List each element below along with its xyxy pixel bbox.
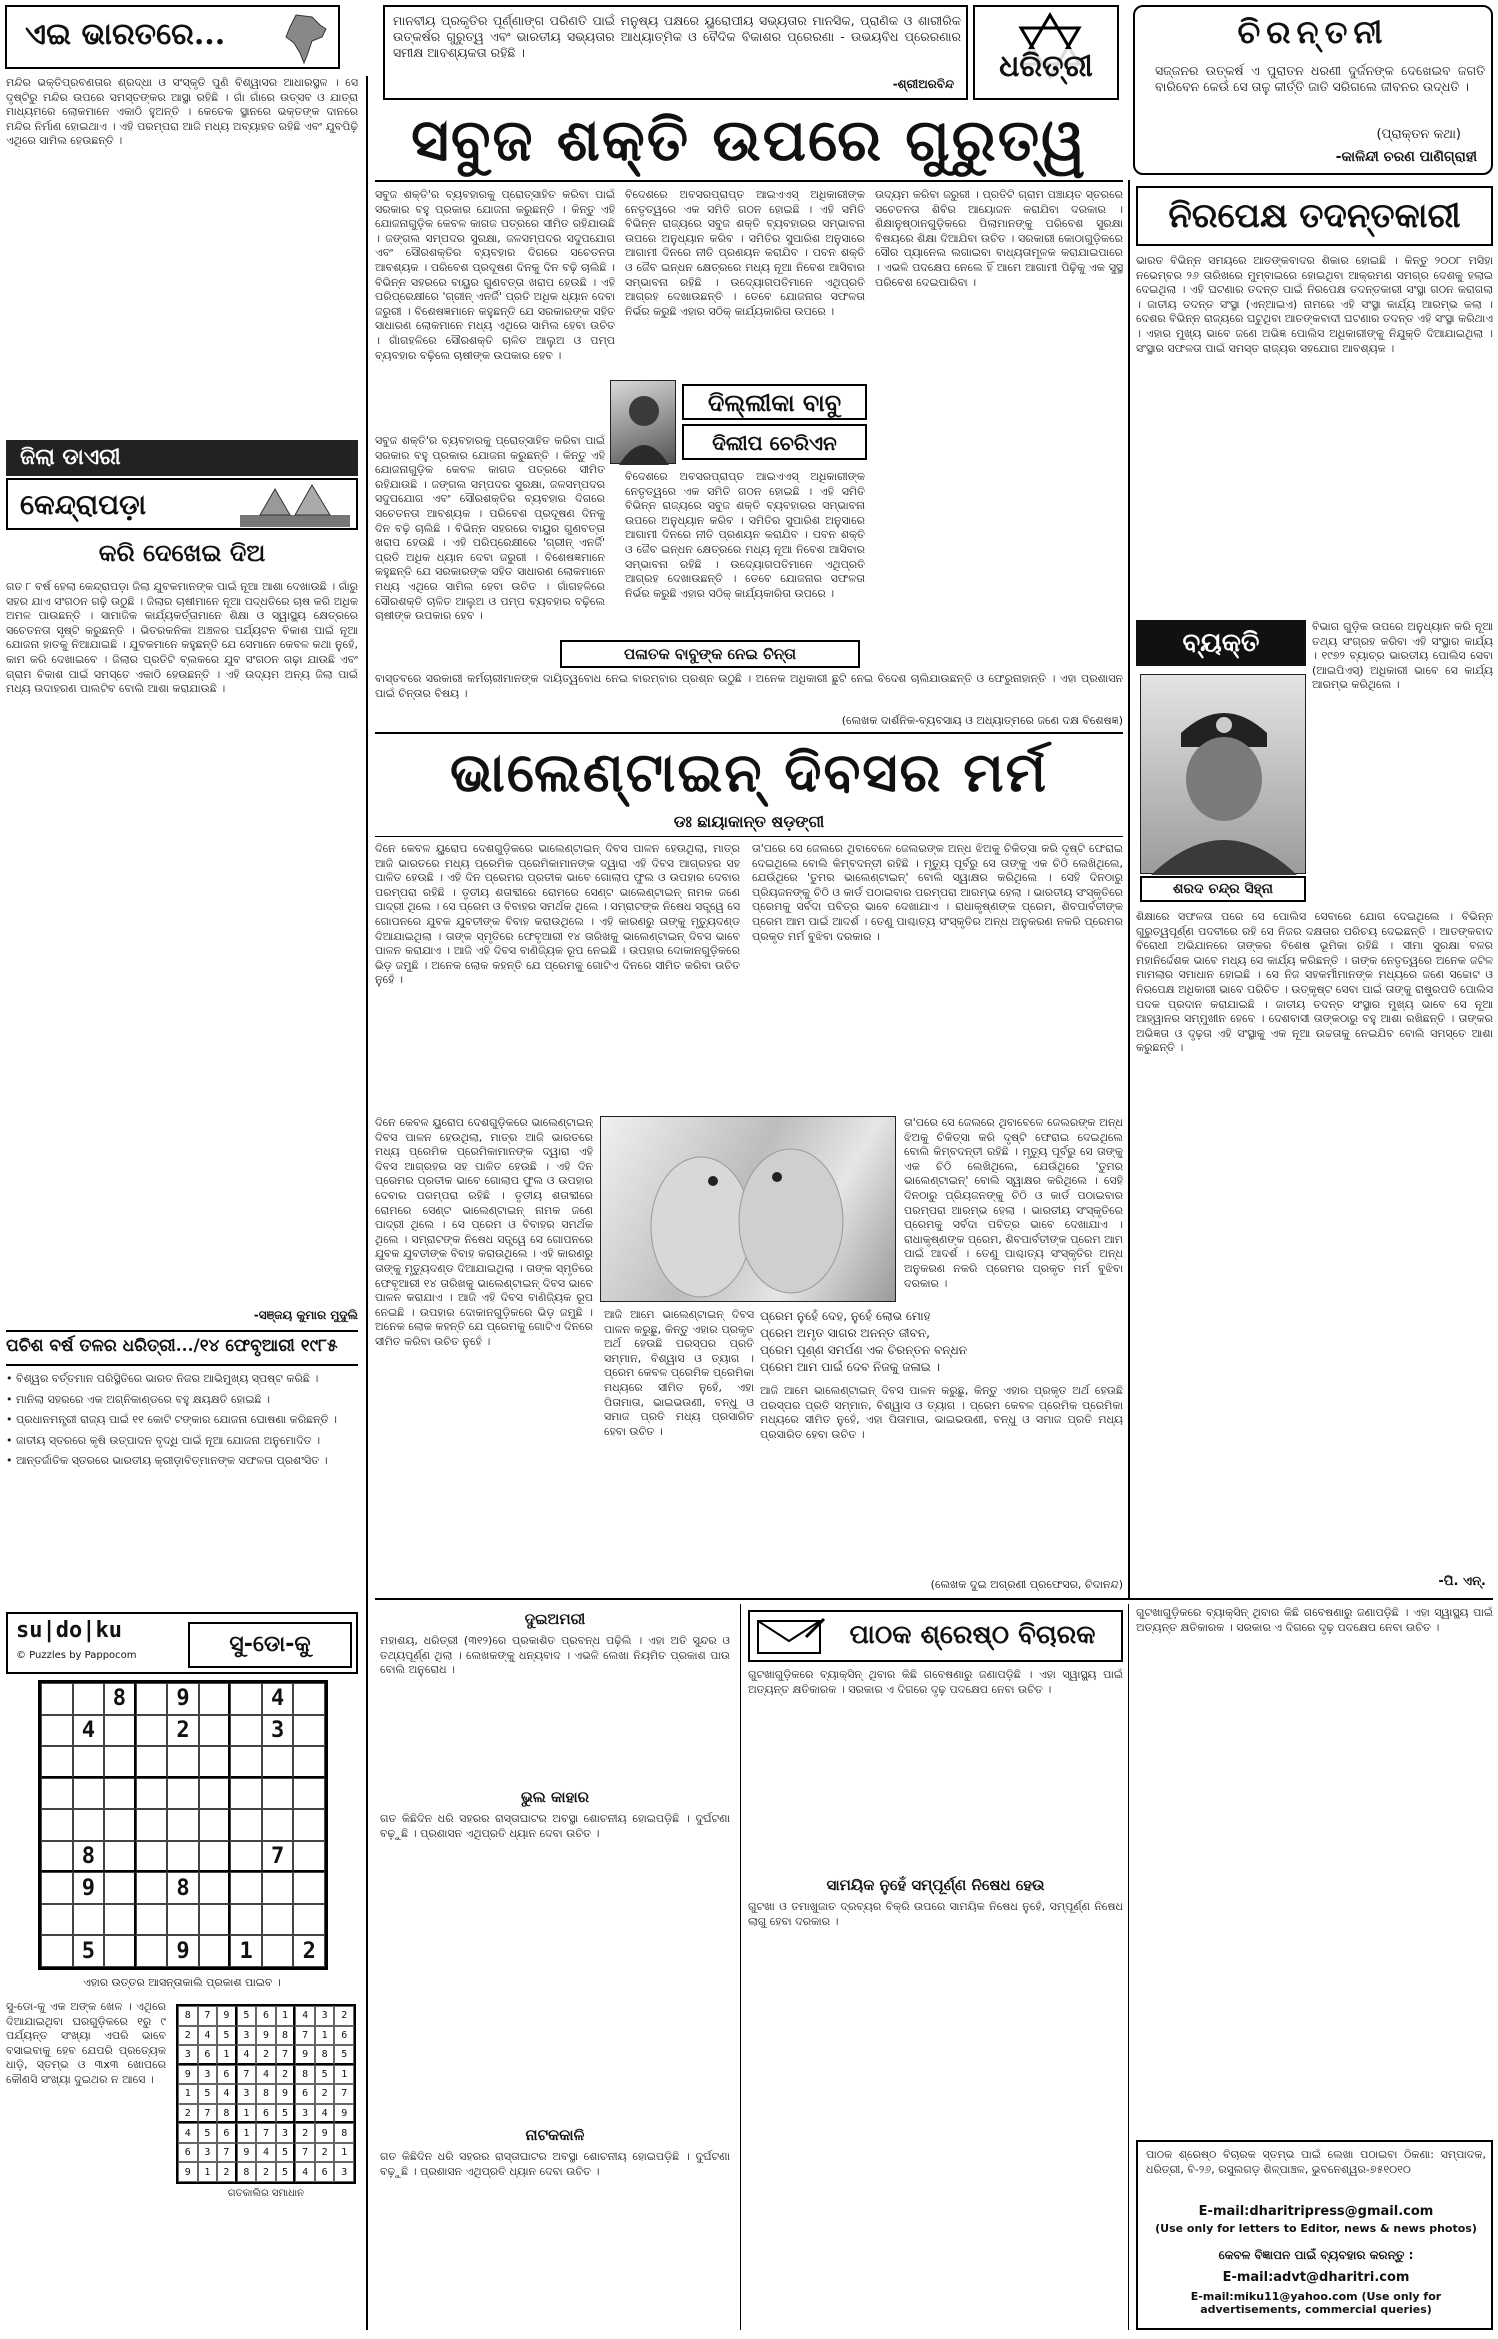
sudoku-solution-cell: 8 (256, 2084, 276, 2104)
sudoku-cell[interactable] (41, 1872, 73, 1904)
sudoku-cell[interactable] (293, 1872, 325, 1904)
sudoku-solution-cell: 4 (217, 2084, 237, 2104)
profile-label: ବ୍ୟକ୍ତି (1182, 628, 1260, 658)
envelope-icon (756, 1617, 826, 1657)
contact-email1-note: (Use only for letters to Editor, news & news photos) (1155, 2222, 1477, 2235)
sudoku-cell[interactable]: 7 (262, 1841, 294, 1873)
chirantani-box (1133, 5, 1493, 175)
author1-sub: ଦିଲୀପ ଚେରିଏନ (712, 431, 837, 455)
history-item: • ଜାତୀୟ ସ୍ତରରେ କୃଷି ଉତ୍ପାଦନ ବୃଦ୍ଧି ପାଇଁ ନୂଆ ଯୋଜନା ଅନୁମୋଦିତ । (6, 1433, 321, 1447)
profile-photo (1140, 674, 1306, 874)
sudoku-cell[interactable]: 9 (73, 1872, 105, 1904)
sudoku-solution-cell: 5 (198, 2084, 218, 2104)
sudoku-cell[interactable] (104, 1841, 136, 1873)
sudoku-solution-cell: 2 (178, 2026, 198, 2046)
sudoku-solution-cell: 6 (178, 2143, 198, 2163)
sudoku-solution-cell: 7 (334, 2084, 354, 2104)
sudoku-solution-cell: 7 (237, 2065, 257, 2085)
sudoku-cell[interactable] (199, 1872, 231, 1904)
sudoku-cell[interactable] (262, 1904, 294, 1936)
letters-sub3: ନାଟକକାଳି (525, 2126, 585, 2144)
history-item: • ପ୍ରଧାନମନ୍ତ୍ରୀ ରାଜ୍ୟ ପାଇଁ ୧୧ କୋଟି ଟଙ୍କାର ଯୋଜନା ଘୋଷଣା କରିଛନ୍ତି । (6, 1413, 337, 1427)
sudoku-solution-cell: 8 (217, 2104, 237, 2124)
sudoku-cell[interactable] (230, 1715, 262, 1747)
headline-green-energy: ସବୁଜ ଶକ୍ତି ଉପରେ ଗୁରୁତ୍ୱ (411, 106, 1087, 174)
contact-box (1136, 2140, 1493, 2330)
sudoku-solution-cell: 1 (217, 2045, 237, 2065)
sudoku-solution-cell: 4 (295, 2162, 315, 2182)
sudoku-solution-cell: 1 (198, 2162, 218, 2182)
sudoku-cell[interactable] (199, 1715, 231, 1747)
left-intro: ମନ୍ଦିର ଭକ୍ତିପ୍ରବଣତାର ଶ୍ରଦ୍ଧା ଓ ସଂସ୍କୃତି ପୁଣି ବିଶ୍ୱାସର ଆଧାରସ୍ଥଳ । ସେ ଦୃଷ୍ଟିରୁ ମନ୍ଦିର ଉପରେ ସମସ୍ତଙ୍କର ଆସ୍ଥା ରହିଛି । ଗାଁ ଗାଁରେ ଉତ୍ସବ ଓ ଯାତ୍ରା ମାଧ୍ୟମରେ ଲୋକମାନେ ଏକାଠି ହୁଅନ୍ତି । କେତେକ ସ୍ଥାନରେ ଭକ୍ତଙ୍କ ଦାନରେ ମନ୍ଦିର ନିର୍ମାଣ ହୋଇଥାଏ । ଏହି ପରମ୍ପରା ଆଜି ମଧ୍ୟ ଅବ୍ୟାହତ ରହିଛି ଏବଂ ଯୁବପିଢ଼ି ଏଥିରେ ସାମିଲ ହେଉଛନ୍ତି । (6, 76, 358, 148)
sudoku-cell[interactable] (230, 1872, 262, 1904)
sudoku-solution-cell: 4 (315, 2104, 335, 2124)
letters-sub1: ଦୁଇଅମରୀ (524, 1610, 586, 1628)
district-label-bar (6, 440, 358, 476)
sudoku-cell[interactable] (262, 1746, 294, 1778)
district-name-box (6, 478, 358, 530)
caption-box (560, 640, 860, 668)
sudoku-solution-cell: 9 (217, 2006, 237, 2026)
district-name: କେନ୍ଦ୍ରାପଡ଼ା (20, 488, 147, 521)
sudoku-solution-cell: 4 (198, 2026, 218, 2046)
article2-col-mid: ଆଜି ଆମେ ଭାଲେଣ୍ଟାଇନ୍ ଦିବସ ପାଳନ କରୁଛୁ, କିନ୍ତୁ ଏହାର ପ୍ରକୃତ ଅର୍ଥ ହେଉଛି ପରସ୍ପର ପ୍ରତି ସମ୍ମାନ, ବିଶ୍ୱାସ ଓ ତ୍ୟାଗ । ପ୍ରେମ କେବଳ ପ୍ରେମିକ ପ୍ରେମିକା ମଧ୍ୟରେ ସୀମିତ ନୁହେଁ, ଏହା ପିତାମାତା, ଭାଇଭଉଣୀ, ବନ୍ଧୁ ଓ ସମାଜ ପ୍ରତି ମଧ୍ୟ ପ୍ରସାରିତ ହେବା ଉଚିତ । (604, 1308, 754, 1438)
sudoku-solution-cell: 6 (256, 2006, 276, 2026)
sudoku-solution-cell: 8 (276, 2026, 296, 2046)
sudoku-solution-cell: 2 (315, 2084, 335, 2104)
sudoku-solution-cell: 1 (334, 2143, 354, 2163)
sudoku-cell[interactable] (104, 1872, 136, 1904)
right-body1: ଭାରତ ବିଭିନ୍ନ ସମୟରେ ଆତଙ୍କବାଦର ଶିକାର ହୋଇଛି । କିନ୍ତୁ ୨୦୦୮ ମସିହା ନଭେମ୍ବର ୨୬ ତାରିଖରେ ମୁମ୍ବାଇରେ ହୋଇଥିବା ଆକ୍ରମଣ ସମଗ୍ର ଦେଶକୁ ହଲାଇ ଦେଇଥିଲା । ଏହି ଘଟଣାର ତଦନ୍ତ ପାଇଁ ନିରପେକ୍ଷ ତଦନ୍ତକାରୀ ସଂସ୍ଥା ଗଠନ କରାଗଲା । ଜାତୀୟ ତଦନ୍ତ ସଂସ୍ଥା (ଏନ୍ଆଇଏ) ନାମରେ ଏହି ସଂସ୍ଥା କାର୍ଯ୍ୟ ଆରମ୍ଭ କଲା । ଦେଶର ବିଭିନ୍ନ ରାଜ୍ୟରେ ଘଟୁଥିବା ଆତଙ୍କବାଦୀ ଘଟଣାର ତଦନ୍ତ ଏହି ସଂସ୍ଥା କରିଥାଏ । ଏହାର ମୁଖ୍ୟ ଭାବେ ଜଣେ ଅଭିଜ୍ଞ ପୋଲିସ ଅଧିକାରୀଙ୍କୁ ନିଯୁକ୍ତି ଦିଆଯାଇଥିଲା । ସଂସ୍ଥାର ସଫଳତା ପାଇଁ ସମସ୍ତ ରାଜ୍ୟର ସହଯୋଗ ଆବଶ୍ୟକ । (1136, 254, 1493, 355)
sudoku-solution-grid (176, 2004, 356, 2184)
sudoku-cell[interactable] (41, 1904, 73, 1936)
profile-name: ଶରଦ ଚନ୍ଦ୍ର ସିହ୍ନା (1172, 881, 1274, 897)
sudoku-solution-cell: 3 (198, 2143, 218, 2163)
sudoku-cell[interactable] (104, 1778, 136, 1810)
sudoku-solution-cell: 7 (295, 2026, 315, 2046)
sudoku-solution-cell: 9 (295, 2045, 315, 2065)
headline-valentine: ଭାଲେଣ୍ଟାଇନ୍ ଦିବସର ମର୍ମ (449, 740, 1049, 804)
sudoku-cell[interactable] (167, 1904, 199, 1936)
sudoku-cell[interactable] (230, 1841, 262, 1873)
quote-box (383, 5, 968, 100)
sudoku-cell[interactable] (293, 1841, 325, 1873)
sudoku-solution-cell: 8 (334, 2123, 354, 2143)
sudoku-grid[interactable] (38, 1680, 328, 1970)
sudoku-solution-cell: 6 (334, 2026, 354, 2046)
sudoku-solution-cell: 6 (315, 2162, 335, 2182)
article1-col2: ବିଦେଶରେ ଅବସରପ୍ରାପ୍ତ ଆଇଏଏସ୍ ଅଧିକାରୀଙ୍କ ନେତୃତ୍ୱରେ ଏକ ସମିତି ଗଠନ ହୋଇଛି । ଏହି ସମିତି ବିଭିନ୍ନ ରାଜ୍ୟରେ ସବୁଜ ଶକ୍ତି ବ୍ୟବହାରର ସମ୍ଭାବନା ଉପରେ ଅନୁଧ୍ୟାନ କରିବ । ସମିତିର ସୁପାରିଶ ଅନୁସାରେ ଆଗାମୀ ଦିନରେ ନୀତି ପ୍ରଣୟନ କରାଯିବ । ପବନ ଶକ୍ତି ଓ ଜୈବ ଇନ୍ଧନ କ୍ଷେତ୍ରରେ ମଧ୍ୟ ନୂଆ ନିବେଶ ଆସିବାର ସମ୍ଭାବନା ରହିଛି । ଉଦ୍ୟୋଗପତିମାନେ ଏଥିପ୍ରତି ଆଗ୍ରହ ଦେଖାଉଛନ୍ତି । ତେବେ ଯୋଜନାର ସଫଳତା ନିର୍ଭର କରୁଛି ଏହାର ସଠିକ୍ କାର୍ଯ୍ୟକାରିତା ଉପରେ । (625, 188, 865, 318)
sudoku-solution-cell: 8 (315, 2045, 335, 2065)
district-label: ଜିଲା ଡାଏରୀ (20, 445, 121, 470)
profile-label-box (1136, 620, 1306, 666)
letter2: ଗତ କିଛିଦିନ ଧରି ସହରର ରାସ୍ତାଘାଟର ଅବସ୍ଥା ଶୋଚନୀୟ ହୋଇପଡ଼ିଛି । ଦୁର୍ଘଟଣା ବଢ଼ୁଛି । ପ୍ରଶାସନ ଏଥିପ୍ରତି ଧ୍ୟାନ ଦେବା ଉଚିତ । (380, 1812, 730, 1840)
letters-title-box (748, 1610, 1123, 1662)
quote-author: -ଶ୍ରୀଅରବିନ୍ଦ (892, 77, 954, 91)
contact-email2: E-mail:advt@dharitri.com (1222, 2270, 1410, 2285)
sudoku-cell[interactable] (262, 1778, 294, 1810)
contact-intro: ପାଠକ ଶ୍ରେଷ୍ଠ ବିଚାରକ ସ୍ତମ୍ଭ ପାଇଁ ଲେଖା ପଠାଇବା ଠିକଣା: ସମ୍ପାଦକ, ଧରିତ୍ରୀ, ବି-୨୬, ରସୁଲଗଡ଼ ଶିଳ୍ପାଞ୍ଚଳ, ଭୁବନେଶ୍ୱର-୭୫୧୦୧୦ (1146, 2148, 1486, 2176)
sudoku-cell[interactable] (199, 1683, 231, 1715)
contact-email2-label: କେବଳ ବିଜ୍ଞାପନ ପାଇଁ ବ୍ୟବହାର କରନ୍ତୁ : (1218, 2248, 1414, 2262)
sudoku-cell[interactable] (41, 1683, 73, 1715)
chirantani-text: ସଜ୍ଜନର ଉତ୍କର୍ଷ ଏ ପୁରାତନ ଧରଣୀ ଦୁର୍ଜନଙ୍କ ଦେଖେଇବ ଜଗତି ବାରିବେନ କେଉଁ ସେ ତାଳୁ କୀର୍ତ୍ତି ଜାତି ସରିଗଲେ ଜୀବନର ଉଦ୍ଧତି । (1155, 63, 1485, 94)
sudoku-solution-cell: 3 (237, 2084, 257, 2104)
sudoku-solution-cell: 3 (295, 2104, 315, 2124)
right-headline-box (1136, 186, 1493, 246)
sudoku-solution-cell: 5 (237, 2006, 257, 2026)
district-body: ଗତ ୮ ବର୍ଷ ହେଲା କେନ୍ଦ୍ରାପଡ଼ା ଜିଲା ଯୁବକମାନଙ୍କ ପାଇଁ ନୂଆ ଆଶା ଦେଖାଉଛି । ଗାଁରୁ ସହର ଯାଏ ସଂଗଠନ ଗଢ଼ି ଉଠୁଛି । ଜିଲାର ଚାଷୀମାନେ ନୂଆ ପଦ୍ଧତିରେ ଚାଷ କରି ଅଧିକ ଅମଳ ପାଉଛନ୍ତି । ସାମାଜିକ କାର୍ଯ୍ୟକର୍ତ୍ତାମାନେ ଶିକ୍ଷା ଓ ସ୍ୱାସ୍ଥ୍ୟ କ୍ଷେତ୍ରରେ ସଚେତନତା ସୃଷ୍ଟି କରୁଛନ୍ତି । ଭିତରକନିକା ଅଞ୍ଚଳର ପର୍ଯ୍ୟଟନ ବିକାଶ ପାଇଁ ନୂଆ ଯୋଜନା ହାତକୁ ନିଆଯାଇଛି । ଯୁବକମାନେ କହୁଛନ୍ତି ଯେ ସେମାନେ କେବଳ କଥା ନୁହେଁ, କାମ କରି ଦେଖାଇବେ । ଜିଲାର ପ୍ରତିଟି ବ୍ଲକରେ ଯୁବ ସଂଗଠନ ଗଢ଼ା ଯାଉଛି ଏବଂ ଗ୍ରାମ ବିକାଶ ପାଇଁ ସମସ୍ତେ ଏକାଠି ହେଉଛନ୍ତି । ଏହି ଉଦ୍ୟମ ଅନ୍ୟ ଜିଲା ପାଇଁ ମଧ୍ୟ ଉଦାହରଣ ପାଲଟିବ ବୋଲି ଆଶା କରାଯାଉଛି । (6, 580, 358, 696)
letter1: ମହାଶୟ, ଧରିତ୍ରୀ (୩୧୨)ରେ ପ୍ରକାଶିତ ପ୍ରବନ୍ଧ ପଢ଼ିଲି । ଏହା ଅତି ସୁନ୍ଦର ଓ ତଥ୍ୟପୂର୍ଣ୍ଣ ଥିଲା । ଲେଖକଙ୍କୁ ଧନ୍ୟବାଦ । ଏଭଳି ଲେଖା ନିୟମିତ ପ୍ରକାଶ ପାଉ ବୋଲି ଅନୁରୋଧ । (380, 1634, 730, 1677)
sudoku-solution-cell: 1 (276, 2006, 296, 2026)
sudoku-cell[interactable]: 3 (262, 1715, 294, 1747)
sudoku-solution-cell: 2 (256, 2045, 276, 2065)
paper-name: ଧରିତ୍ରୀ (975, 49, 1117, 84)
sudoku-solution-cell: 6 (295, 2084, 315, 2104)
sudoku-cell[interactable] (136, 1841, 168, 1873)
sudoku-solution-cell: 9 (178, 2162, 198, 2182)
sudoku-cell[interactable] (167, 1841, 199, 1873)
sudoku-cell[interactable]: 8 (104, 1683, 136, 1715)
sudoku-cell[interactable] (104, 1809, 136, 1841)
sudoku-cell[interactable] (136, 1715, 168, 1747)
sudoku-solution-cell: 5 (276, 2143, 296, 2163)
sudoku-cell[interactable] (73, 1809, 105, 1841)
history-item: • ବିଶ୍ୱର ବର୍ତ୍ତମାନ ପରିସ୍ଥିତିରେ ଭାରତ ନିଜର ଆଭିମୁଖ୍ୟ ସ୍ପଷ୍ଟ କରିଛି । (6, 1372, 319, 1385)
sudoku-cell[interactable] (41, 1809, 73, 1841)
sudoku-cell[interactable]: 5 (73, 1935, 105, 1967)
sudoku-solution-cell: 2 (295, 2123, 315, 2143)
quote-text: ମାନବୀୟ ପ୍ରକୃତିର ପୂର୍ଣ୍ଣାଙ୍ଗ ପରିଣତି ପାଇଁ ମନୁଷ୍ୟ ପକ୍ଷରେ ୟୁରୋପୀୟ ସଭ୍ୟତାର ମାନସିକ, ପ୍ରାଣିକ ଓ ଶାରୀରିକ ଉତ୍କର୍ଷର ଗୁରୁତ୍ୱ ଏବଂ ଭାରତୀୟ ସଭ୍ୟତାର ଆଧ୍ୟାତ୍ମିକ ଓ ବୈଦିକ ବିକାଶର ପ୍ରେରଣା - ଉଭୟବିଧ ପ୍ରେରଣାର ସମୀକ୍ଷ ଆବଶ୍ୟକତା ରହିଛି । (393, 13, 961, 60)
sudoku-solution-cell: 2 (256, 2162, 276, 2182)
sudoku-solution-cell: 5 (276, 2104, 296, 2124)
sudoku-solution-cell: 5 (198, 2123, 218, 2143)
sudoku-solution-cell: 4 (237, 2045, 257, 2065)
article1-more: ସବୁଜ ଶକ୍ତି'ର ବ୍ୟବହାରକୁ ପ୍ରୋତ୍ସାହିତ କରିବା ପାଇଁ ସରକାର ବହୁ ପ୍ରକାର ଯୋଜନା କରୁଛନ୍ତି । କିନ୍ତୁ ଏହି ଯୋଜନାଗୁଡ଼ିକ କେବଳ କାଗଜ ପତ୍ରରେ ସୀମିତ ରହିଯାଉଛି । ଜଙ୍ଗଲ ସମ୍ପଦର ସୁରକ୍ଷା, ଜଳସମ୍ପଦର ସଦୁପଯୋଗ ଏବଂ ସୌରଶକ୍ତିର ବ୍ୟବହାର ଦିଗରେ ସଚେତନତା ଆବଶ୍ୟକ । ପରିବେଶ ପ୍ରଦୂଷଣ ଦିନକୁ ଦିନ ବଢ଼ି ଚାଲିଛି । ବିଭିନ୍ନ ସହରରେ ବାୟୁର ଗୁଣବତ୍ତା ଖରାପ ହେଉଛି । ଏହି ପରିପ୍ରେକ୍ଷୀରେ 'ଗ୍ରୀନ୍ ଏନର୍ଜି' ପ୍ରତି ଅଧିକ ଧ୍ୟାନ ଦେବା ଜରୁରୀ । ବିଶେଷଜ୍ଞମାନେ କହୁଛନ୍ତି ଯେ ସରକାରଙ୍କ ସହିତ ସାଧାରଣ ଲୋକମାନେ ମଧ୍ୟ ଏଥିରେ ସାମିଲ ହେବା ଉଚିତ । ଗାଁଗହଳିରେ ସୌରଶକ୍ତି ଚାଳିତ ଆଲୁଅ ଓ ପମ୍ପ ବ୍ୟବହାର ବଢ଼ିଲେ ଚାଷୀଙ୍କ ଉପକାର ହେବ । (375, 434, 605, 623)
sudoku-solution-cell: 3 (334, 2162, 354, 2182)
sudoku-solution-cell: 2 (315, 2143, 335, 2163)
sudoku-cell[interactable] (293, 1746, 325, 1778)
temple-icon (240, 483, 350, 527)
sudoku-cell[interactable] (136, 1809, 168, 1841)
chirantani-title: ଚିରନ୍ତନୀ (1237, 13, 1389, 51)
sudoku-solution-cell: 7 (217, 2143, 237, 2163)
sudoku-cell[interactable] (73, 1904, 105, 1936)
history-item: • ଆନ୍ତର୍ଜାତିକ ସ୍ତରରେ ଭାରତୀୟ କ୍ରୀଡ଼ାବିତ୍ମାନଙ୍କ ସଫଳତା ପ୍ରଶଂସିତ । (6, 1454, 328, 1468)
sudoku-cell[interactable] (104, 1715, 136, 1747)
right-body2: ଶିକ୍ଷାରେ ସଫଳତା ପରେ ସେ ପୋଲିସ ସେବାରେ ଯୋଗ ଦେଇଥିଲେ । ବିଭିନ୍ନ ଗୁରୁତ୍ୱପୂର୍ଣ୍ଣ ପଦବୀରେ ରହି ସେ ନିଜର ଦକ୍ଷତାର ପରିଚୟ ଦେଇଛନ୍ତି । ଆତଙ୍କବାଦ ବିରୋଧୀ ଅଭିଯାନରେ ତାଙ୍କର ବିଶେଷ ଭୂମିକା ରହିଛି । ସୀମା ସୁରକ୍ଷା ବଳର ମହାନିର୍ଦ୍ଦେଶକ ଭାବେ ମଧ୍ୟ ସେ କାର୍ଯ୍ୟ କରିଛନ୍ତି । ତାଙ୍କ ନେତୃତ୍ୱରେ ଅନେକ ଜଟିଳ ମାମଲାର ସମାଧାନ ହୋଇଛି । ସେ ନିଜ ସହକର୍ମୀମାନଙ୍କ ମଧ୍ୟରେ ଜଣେ ସଚ୍ଚୋଟ ଓ ନିରପେକ୍ଷ ଅଧିକାରୀ ଭାବେ ପରିଚିତ । ଉତ୍କୃଷ୍ଟ ସେବା ପାଇଁ ତାଙ୍କୁ ରାଷ୍ଟ୍ରପତି ପୋଲିସ ପଦକ ପ୍ରଦାନ କରାଯାଇଛି । ଜାତୀୟ ତଦନ୍ତ ସଂସ୍ଥାର ମୁଖ୍ୟ ଭାବେ ସେ ନୂଆ ଆହ୍ୱାନର ସମ୍ମୁଖୀନ ହେବେ । ଦେଶବାସୀ ତାଙ୍କଠାରୁ ବହୁ ଆଶା ରଖିଛନ୍ତି । ତାଙ୍କର ଅଭିଜ୍ଞତା ଓ ଦୃଢ଼ତା ଏହି ସଂସ୍ଥାକୁ ଏକ ନୂଆ ଉଚ୍ଚତାକୁ ନେଇଯିବ ବୋଲି ସମସ୍ତେ ଆଶା କରୁଛନ୍ତି । (1136, 910, 1493, 1055)
sudoku-cell[interactable] (199, 1904, 231, 1936)
contact-email1: E-mail:dharitripress@gmail.com (1198, 2204, 1434, 2219)
sudoku-cell[interactable] (293, 1778, 325, 1810)
officer-portrait (1141, 675, 1307, 875)
sudoku-solution-cell: 1 (237, 2104, 257, 2124)
poem-line: ପ୍ରେମ ଅମୃତ ସାଗର ଅନନ୍ତ ଜୀବନ, (760, 1326, 930, 1340)
author-name-box (682, 384, 867, 420)
sudoku-cell[interactable] (199, 1778, 231, 1810)
sudoku-cell[interactable] (136, 1872, 168, 1904)
sudoku-cell[interactable] (41, 1935, 73, 1967)
letters-sub2: ଭୁଲ କାହାର (520, 1788, 590, 1806)
sudoku-cell[interactable] (230, 1746, 262, 1778)
profile-name-box (1140, 876, 1306, 902)
sudoku-cell[interactable]: 9 (167, 1683, 199, 1715)
sudoku-solution-cell: 7 (198, 2006, 218, 2026)
sudoku-solution-cell: 9 (178, 2065, 198, 2085)
sudoku-cell[interactable] (167, 1778, 199, 1810)
sudoku-solution-cell: 8 (295, 2065, 315, 2085)
sudoku-cell[interactable] (230, 1904, 262, 1936)
sudoku-sub-logo: © Puzzles by Pappocom (16, 1650, 137, 1661)
sudoku-cell[interactable] (199, 1841, 231, 1873)
article2-note: (ଲେଖକ ଦୁଇ ଅଗ୍ରଣୀ ପ୍ରଫେସର, ଚିଦାନନ୍ଦ) (930, 1578, 1123, 1591)
lovebirds-photo (600, 1116, 896, 1302)
sudoku-solution-cell: 2 (178, 2104, 198, 2124)
sudoku-cell[interactable] (41, 1778, 73, 1810)
author1-name: ଦିଲ୍ଲୀକା ବାବୁ (707, 388, 842, 417)
sudoku-cell[interactable] (230, 1683, 262, 1715)
sudoku-solution-cell: 4 (256, 2065, 276, 2085)
sudoku-solution-cell: 3 (198, 2065, 218, 2085)
sudoku-solution-cell: 5 (315, 2065, 335, 2085)
sudoku-solution-cell: 3 (315, 2006, 335, 2026)
sudoku-cell[interactable] (262, 1809, 294, 1841)
sudoku-cell[interactable] (199, 1809, 231, 1841)
sudoku-solution-cell: 1 (315, 2026, 335, 2046)
sudoku-cell[interactable] (136, 1746, 168, 1778)
sudoku-solution-cell: 3 (237, 2026, 257, 2046)
article2-tail: ଆଜି ଆମେ ଭାଲେଣ୍ଟାଇନ୍ ଦିବସ ପାଳନ କରୁଛୁ, କିନ୍ତୁ ଏହାର ପ୍ରକୃତ ଅର୍ଥ ହେଉଛି ପରସ୍ପର ପ୍ରତି ସମ୍ମାନ, ବିଶ୍ୱାସ ଓ ତ୍ୟାଗ । ପ୍ରେମ କେବଳ ପ୍ରେମିକ ପ୍ରେମିକା ମଧ୍ୟରେ ସୀମିତ ନୁହେଁ, ଏହା ପିତାମାତା, ଭାଇଭଉଣୀ, ବନ୍ଧୁ ଓ ସମାଜ ପ୍ରତି ମଧ୍ୟ ପ୍ରସାରିତ ହେବା ଉଚିତ । (760, 1384, 1123, 1441)
sudoku-cell[interactable] (167, 1809, 199, 1841)
sudoku-cell[interactable] (199, 1746, 231, 1778)
history-title: ପଚିଶ ବର୍ଷ ତଳର ଧରିତ୍ରୀ.../୧୪ ଫେବୃଆରୀ ୧୯୮୫ (6, 1336, 338, 1356)
sudoku-cell[interactable]: 4 (262, 1683, 294, 1715)
article1-col1: ସବୁଜ ଶକ୍ତି'ର ବ୍ୟବହାରକୁ ପ୍ରୋତ୍ସାହିତ କରିବା ପାଇଁ ସରକାର ବହୁ ପ୍ରକାର ଯୋଜନା କରୁଛନ୍ତି । କିନ୍ତୁ ଏହି ଯୋଜନାଗୁଡ଼ିକ କେବଳ କାଗଜ ପତ୍ରରେ ସୀମିତ ରହିଯାଉଛି । ଜଙ୍ଗଲ ସମ୍ପଦର ସୁରକ୍ଷା, ଜଳସମ୍ପଦର ସଦୁପଯୋଗ ଏବଂ ସୌରଶକ୍ତିର ବ୍ୟବହାର ଦିଗରେ ସଚେତନତା ଆବଶ୍ୟକ । ପରିବେଶ ପ୍ରଦୂଷଣ ଦିନକୁ ଦିନ ବଢ଼ି ଚାଲିଛି । ବିଭିନ୍ନ ସହରରେ ବାୟୁର ଗୁଣବତ୍ତା ଖରାପ ହେଉଛି । ଏହି ପରିପ୍ରେକ୍ଷୀରେ 'ଗ୍ରୀନ୍ ଏନର୍ଜି' ପ୍ରତି ଅଧିକ ଧ୍ୟାନ ଦେବା ଜରୁରୀ । ବିଶେଷଜ୍ଞମାନେ କହୁଛନ୍ତି ଯେ ସରକାରଙ୍କ ସହିତ ସାଧାରଣ ଲୋକମାନେ ମଧ୍ୟ ଏଥିରେ ସାମିଲ ହେବା ଉଚିତ । ଗାଁଗହଳିରେ ସୌରଶକ୍ତି ଚାଳିତ ଆଲୁଅ ଓ ପମ୍ପ ବ୍ୟବହାର ବଢ଼ିଲେ ଚାଷୀଙ୍କ ଉପକାର ହେବ । (375, 188, 615, 362)
sudoku-solution-cell: 4 (256, 2143, 276, 2163)
sudoku-cell[interactable] (136, 1935, 168, 1967)
article1-col3: ଉଦ୍ୟମ କରିବା ଜରୁରୀ । ପ୍ରତିଟି ଗ୍ରାମ ପଞ୍ଚାୟତ ସ୍ତରରେ ସଚେତନତା ଶିବିର ଆୟୋଜନ କରାଯିବା ଦରକାର । ଶିକ୍ଷାନୁଷ୍ଠାନଗୁଡ଼ିକରେ ପିଲାମାନଙ୍କୁ ପରିବେଶ ସୁରକ୍ଷା ବିଷୟରେ ଶିକ୍ଷା ଦିଆଯିବା ଉଚିତ । ସରକାରୀ କୋଠାଗୁଡ଼ିକରେ ସୌର ପ୍ୟାନେଲ ଲଗାଇବା ବାଧ୍ୟତାମୂଳକ କରାଯାଇପାରେ । ଏଭଳି ପଦକ୍ଷେପ ନେଲେ ହିଁ ଆମେ ଆଗାମୀ ପିଢ଼ିକୁ ଏକ ସୁସ୍ଥ ପରିବେଶ ଦେଇପାରିବା । (875, 188, 1123, 289)
sudoku-cell[interactable]: 8 (167, 1872, 199, 1904)
sudoku-solution-cell: 9 (237, 2143, 257, 2163)
sudoku-solution-caption: ଗତକାଲିର ସମାଧାନ (227, 2188, 305, 2199)
letters-col2: ଗୁଟଖାଗୁଡ଼ିକରେ ବ୍ୟାକ୍ସିନ୍ ଥିବାର କିଛି ଗବେଷଣାରୁ ଜଣାପଡ଼ିଛି । ଏହା ସ୍ୱାସ୍ଥ୍ୟ ପାଇଁ ଅତ୍ୟନ୍ତ କ୍ଷତିକାରକ । ସରକାର ଏ ଦିଗରେ ଦୃଢ଼ ପଦକ୍ଷେପ ନେବା ଉଚିତ । (748, 1668, 1123, 1696)
district-headline: କରି ଦେଖେଇ ଦିଅ (98, 538, 266, 567)
letters-title: ପାଠକ ଶ୍ରେଷ୍ଠ ବିଚାରକ (849, 1620, 1096, 1650)
sudoku-solution-cell: 6 (198, 2045, 218, 2065)
poem-line: ପ୍ରେମ ଆମ ପାଇଁ ଦେବ ନିଜକୁ ଜଳାଇ । (760, 1360, 940, 1374)
profile-intro: ବିଭାଗ ଗୁଡ଼ିକ ଉପରେ ଅନୁଧ୍ୟାନ କରି ନୂଆ ତଥ୍ୟ ସଂଗ୍ରହ କରିବା ଏହି ସଂସ୍ଥାର କାର୍ଯ୍ୟ । ୧୯୭୨ ବ୍ୟାଚ୍ର ଭାରତୀୟ ପୋଲିସ ସେବା (ଆଇପିଏସ୍) ଅଧିକାରୀ ଭାବେ ସେ କାର୍ଯ୍ୟ ଆରମ୍ଭ କରିଥିଲେ । (1312, 620, 1493, 692)
sudoku-instructions: ସୁ-ଡୋ-କୁ ଏକ ଅଙ୍କ ଖେଳ । ଏଥିରେ ଦିଆଯାଇଥିବା ଘରଗୁଡ଼ିକରେ ୧ରୁ ୯ ପର୍ଯ୍ୟନ୍ତ ସଂଖ୍ୟା ଏପରି ଭାବେ ବସାଇବାକୁ ହେବ ଯେପରି ପ୍ରତ୍ୟେକ ଧାଡ଼ି, ସ୍ତମ୍ଭ ଓ ୩x୩ ଖୋପରେ କୌଣସି ସଂଖ୍ୟା ଦୁଇଥର ନ ଆସେ । (6, 2000, 166, 2086)
article2-col1: ଦିନେ କେବଳ ୟୁରୋପ ଦେଶଗୁଡ଼ିକରେ ଭାଲେଣ୍ଟାଇନ୍ ଦିବସ ପାଳନ ହେଉଥିଲା, ମାତ୍ର ଆଜି ଭାରତରେ ମଧ୍ୟ ପ୍ରେମିକ ପ୍ରେମିକାମାନଙ୍କ ଦ୍ୱାରା ଏହି ଦିବସ ଆଗ୍ରହର ସହ ପାଳିତ ହେଉଛି । ଏହି ଦିନ ପ୍ରେମର ପ୍ରତୀକ ଭାବେ ଗୋଲାପ ଫୁଲ ଓ ଉପହାର ଦେବାର ପରମ୍ପରା ରହିଛି । ତୃତୀୟ ଶତାବ୍ଦୀରେ ରୋମରେ ସେଣ୍ଟ ଭାଲେଣ୍ଟାଇନ୍ ନାମକ ଜଣେ ପାଦ୍ରୀ ଥିଲେ । ସେ ପ୍ରେମ ଓ ବିବାହର ସମର୍ଥକ ଥିଲେ । ସମ୍ରାଟଙ୍କ ନିଷେଧ ସତ୍ତ୍ୱେ ସେ ଗୋପନରେ ଯୁବକ ଯୁବତୀଙ୍କ ବିବାହ କରାଉଥିଲେ । ଏହି କାରଣରୁ ତାଙ୍କୁ ମୃତ୍ୟୁଦଣ୍ଡ ଦିଆଯାଇଥିଲା । ତାଙ୍କ ସ୍ମୃତିରେ ଫେବୃଆରୀ ୧୪ ତାରିଖକୁ ଭାଲେଣ୍ଟାଇନ୍ ଦିବସ ଭାବେ ପାଳନ କରାଯାଏ । ଆଜି ଏହି ଦିବସ ବାଣିଜ୍ୟିକ ରୂପ ନେଇଛି । ଉପହାର ଦୋକାନଗୁଡ଼ିକରେ ଭିଡ଼ ଜମୁଛି । ଅନେକ ଲୋକ କହନ୍ତି ଯେ ପ୍ରେମକୁ ଗୋଟିଏ ଦିନରେ ସୀମିତ କରିବା ଉଚିତ ନୁହେଁ । (375, 842, 740, 987)
sudoku-cell[interactable] (262, 1935, 294, 1967)
sudoku-solution-cell: 1 (334, 2065, 354, 2085)
sudoku-cell[interactable] (230, 1778, 262, 1810)
poem-line: ପ୍ରେମ ନୁହେଁ ଦେହ, ନୁହେଁ ଲୋଭ ମୋହ (760, 1309, 931, 1323)
sudoku-title: ସୁ-ଡୋ-କୁ (188, 1622, 352, 1668)
sudoku-cell[interactable] (293, 1809, 325, 1841)
district-author: -ସଞ୍ଜୟ କୁମାର ମୁଦୁଲି (253, 1308, 358, 1322)
sudoku-cell[interactable] (104, 1746, 136, 1778)
sudoku-solution-cell: 6 (217, 2123, 237, 2143)
sudoku-cell[interactable] (167, 1746, 199, 1778)
sudoku-cell[interactable] (73, 1683, 105, 1715)
sudoku-cell[interactable]: 8 (73, 1841, 105, 1873)
sudoku-solution-cell: 9 (315, 2123, 335, 2143)
sudoku-cell[interactable]: 1 (230, 1935, 262, 1967)
sudoku-solution-cell: 8 (178, 2006, 198, 2026)
article2-col1-cont: ଦିନେ କେବଳ ୟୁରୋପ ଦେଶଗୁଡ଼ିକରେ ଭାଲେଣ୍ଟାଇନ୍ ଦିବସ ପାଳନ ହେଉଥିଲା, ମାତ୍ର ଆଜି ଭାରତରେ ମଧ୍ୟ ପ୍ରେମିକ ପ୍ରେମିକାମାନଙ୍କ ଦ୍ୱାରା ଏହି ଦିବସ ଆଗ୍ରହର ସହ ପାଳିତ ହେଉଛି । ଏହି ଦିନ ପ୍ରେମର ପ୍ରତୀକ ଭାବେ ଗୋଲାପ ଫୁଲ ଓ ଉପହାର ଦେବାର ପରମ୍ପରା ରହିଛି । ତୃତୀୟ ଶତାବ୍ଦୀରେ ରୋମରେ ସେଣ୍ଟ ଭାଲେଣ୍ଟାଇନ୍ ନାମକ ଜଣେ ପାଦ୍ରୀ ଥିଲେ । ସେ ପ୍ରେମ ଓ ବିବାହର ସମର୍ଥକ ଥିଲେ । ସମ୍ରାଟଙ୍କ ନିଷେଧ ସତ୍ତ୍ୱେ ସେ ଗୋପନରେ ଯୁବକ ଯୁବତୀଙ୍କ ବିବାହ କରାଉଥିଲେ । ଏହି କାରଣରୁ ତାଙ୍କୁ ମୃତ୍ୟୁଦଣ୍ଡ ଦିଆଯାଇଥିଲା । ତାଙ୍କ ସ୍ମୃତିରେ ଫେବୃଆରୀ ୧୪ ତାରିଖକୁ ଭାଲେଣ୍ଟାଇନ୍ ଦିବସ ଭାବେ ପାଳନ କରାଯାଏ । ଆଜି ଏହି ଦିବସ ବାଣିଜ୍ୟିକ ରୂପ ନେଇଛି । ଉପହାର ଦୋକାନଗୁଡ଼ିକରେ ଭିଡ଼ ଜମୁଛି । ଅନେକ ଲୋକ କହନ୍ତି ଯେ ପ୍ରେମକୁ ଗୋଟିଏ ଦିନରେ ସୀମିତ କରିବା ଉଚିତ ନୁହେଁ । (375, 1116, 593, 1348)
sudoku-cell[interactable] (73, 1778, 105, 1810)
history-item: • ମାନିଲା ସହରରେ ଏକ ଅଗ୍ନିକାଣ୍ଡରେ ବହୁ କ୍ଷୟକ୍ଷତି ହୋଇଛି । (6, 1392, 270, 1406)
sudoku-solution-cell: 4 (295, 2006, 315, 2026)
box-caption: ପଳାତକ ବାବୁଙ୍କ ନେଇ ଚିନ୍ତା (623, 645, 797, 663)
article1-tail: ବାସ୍ତବରେ ସରକାରୀ କର୍ମଚାରୀମାନଙ୍କ ଦାୟିତ୍ୱବୋଧ ନେଇ ବାରମ୍ବାର ପ୍ରଶ୍ନ ଉଠୁଛି । ଅନେକ ଅଧିକାରୀ ଛୁଟି ନେଇ ବିଦେଶ ଚାଲିଯାଉଛନ୍ତି ଓ ଫେରୁନାହାନ୍ତି । ଏହା ପ୍ରଶାସନ ପାଇଁ ଚିନ୍ତାର ବିଷୟ । (375, 672, 1123, 700)
history-list (6, 1372, 358, 1602)
chirantani-source: (ପ୍ରାକ୍ତନ କଥା) (1376, 127, 1461, 142)
sudoku-cell[interactable] (136, 1904, 168, 1936)
sudoku-cell[interactable]: 2 (167, 1715, 199, 1747)
article1-more-2: ବିଦେଶରେ ଅବସରପ୍ରାପ୍ତ ଆଇଏଏସ୍ ଅଧିକାରୀଙ୍କ ନେତୃତ୍ୱରେ ଏକ ସମିତି ଗଠନ ହୋଇଛି । ଏହି ସମିତି ବିଭିନ୍ନ ରାଜ୍ୟରେ ସବୁଜ ଶକ୍ତି ବ୍ୟବହାରର ସମ୍ଭାବନା ଉପରେ ଅନୁଧ୍ୟାନ କରିବ । ସମିତିର ସୁପାରିଶ ଅନୁସାରେ ଆଗାମୀ ଦିନରେ ନୀତି ପ୍ରଣୟନ କରାଯିବ । ପବନ ଶକ୍ତି ଓ ଜୈବ ଇନ୍ଧନ କ୍ଷେତ୍ରରେ ମଧ୍ୟ ନୂଆ ନିବେଶ ଆସିବାର ସମ୍ଭାବନା ରହିଛି । ଉଦ୍ୟୋଗପତିମାନେ ଏଥିପ୍ରତି ଆଗ୍ରହ ଦେଖାଉଛନ୍ତି । ତେବେ ଯୋଜନାର ସଫଳତା ନିର୍ଭର କରୁଛି ଏହାର ସଠିକ୍ କାର୍ଯ୍ୟକାରିତା ଉପରେ । (625, 470, 865, 600)
sudoku-cell[interactable] (41, 1715, 73, 1747)
article2-author: ଡଃ ଛାୟାକାନ୍ତ ଷଡ଼ଙ୍ଗୀ (673, 812, 825, 831)
letters-col3: ଗୁଟଖାଗୁଡ଼ିକରେ ବ୍ୟାକ୍ସିନ୍ ଥିବାର କିଛି ଗବେଷଣାରୁ ଜଣାପଡ଼ିଛି । ଏହା ସ୍ୱାସ୍ଥ୍ୟ ପାଇଁ ଅତ୍ୟନ୍ତ କ୍ଷତିକାରକ । ସରକାର ଏ ଦିଗରେ ଦୃଢ଼ ପଦକ୍ଷେପ ନେବା ଉଚିତ । (1136, 1606, 1493, 1634)
letters-sub4: ସାମୟିକ ନୁହେଁ ସମ୍ପୂର୍ଣ୍ଣ ନିଷେଧ ହେଉ (826, 1876, 1045, 1894)
person-icon (611, 381, 677, 465)
sudoku-cell[interactable] (293, 1683, 325, 1715)
india-map-icon (282, 13, 328, 65)
author-sub-box (682, 424, 867, 460)
sudoku-solution-cell: 3 (276, 2123, 296, 2143)
right-signature: -ପି. ଏନ୍. (1438, 1574, 1486, 1589)
sudoku-cell[interactable] (293, 1904, 325, 1936)
sudoku-solution-cell: 9 (276, 2084, 296, 2104)
sudoku-solution-cell: 2 (217, 2162, 237, 2182)
article1-note: (ଲେଖକ ଦାର୍ଶନିକ-ବ୍ୟବସାୟ ଓ ଅଧ୍ୟାତ୍ମରେ ଜଣେ ଦକ୍ଷ ବିଶେଷଜ୍ଞ) (841, 714, 1123, 727)
sudoku-cell[interactable] (262, 1872, 294, 1904)
sudoku-solution-cell: 2 (276, 2065, 296, 2085)
sudoku-solution-cell: 3 (178, 2045, 198, 2065)
sudoku-cell[interactable]: 9 (167, 1935, 199, 1967)
chirantani-author: -କାଳିନ୍ଦୀ ଚରଣ ପାଣିଗ୍ରାହୀ (1335, 149, 1477, 165)
sudoku-solution-cell: 2 (334, 2006, 354, 2026)
letter3: ଗତ କିଛିଦିନ ଧରି ସହରର ରାସ୍ତାଘାଟର ଅବସ୍ଥା ଶୋଚନୀୟ ହୋଇପଡ଼ିଛି । ଦୁର୍ଘଟଣା ବଢ଼ୁଛି । ପ୍ରଶାସନ ଏଥିପ୍ରତି ଧ୍ୟାନ ଦେବା ଉଚିତ । (380, 2150, 730, 2178)
poem (760, 1308, 1120, 1376)
sudoku-caption: ଏହାର ଉତ୍ତର ଆସନ୍ତାକାଲି ପ୍ରକାଶ ପାଇବ । (83, 1976, 281, 1989)
article2-col2-cont: ତା'ପରେ ସେ ଜେଲରେ ଥିବାବେଳେ ଜେଲରଙ୍କ ଅନ୍ଧ ଝିଅକୁ ଚିକିତ୍ସା କରି ଦୃଷ୍ଟି ଫେରାଇ ଦେଇଥିଲେ ବୋଲି କିମ୍ବଦନ୍ତୀ ରହିଛି । ମୃତ୍ୟୁ ପୂର୍ବରୁ ସେ ତାଙ୍କୁ ଏକ ଚିଠି ଲେଖିଥିଲେ, ଯେଉଁଥିରେ 'ତୁମର ଭାଲେଣ୍ଟାଇନ୍' ବୋଲି ସ୍ୱାକ୍ଷର କରିଥିଲେ । ସେହି ଦିନଠାରୁ ପ୍ରିୟଜନଙ୍କୁ ଚିଠି ଓ କାର୍ଡ ପଠାଇବାର ପରମ୍ପରା ଆରମ୍ଭ ହେଲା । ଭାରତୀୟ ସଂସ୍କୃତିରେ ପ୍ରେମକୁ ସର୍ବଦା ପବିତ୍ର ଭାବେ ଦେଖାଯାଏ । ରାଧାକୃଷ୍ଣଙ୍କ ପ୍ରେମ, ଶିବପାର୍ବତୀଙ୍କ ପ୍ରେମ ଆମ ପାଇଁ ଆଦର୍ଶ । ତେଣୁ ପାଶ୍ଚାତ୍ୟ ସଂସ୍କୃତିର ଅନ୍ଧ ଅନୁକରଣ ନକରି ପ୍ରେମର ପ୍ରକୃତ ମର୍ମ ବୁଝିବା ଦରକାର । (904, 1116, 1123, 1290)
sudoku-cell[interactable] (41, 1746, 73, 1778)
sudoku-cell[interactable] (73, 1746, 105, 1778)
birds-illustration (601, 1117, 897, 1303)
sudoku-cell[interactable] (293, 1715, 325, 1747)
sudoku-solution-cell: 5 (276, 2162, 296, 2182)
sudoku-solution-cell: 9 (334, 2104, 354, 2124)
column-title-box (5, 5, 340, 69)
poem-line: ପ୍ରେମ ପୂଣ୍ଣ ସମର୍ପଣ ଏକ ଚିରନ୍ତନ ବନ୍ଧନ (760, 1343, 967, 1357)
letter4: ଗୁଟଖା ଓ ତମାଖୁଜାତ ଦ୍ରବ୍ୟର ବିକ୍ରି ଉପରେ ସାମୟିକ ନିଷେଧ ନୁହେଁ, ସମ୍ପୂର୍ଣ୍ଣ ନିଷେଧ ଲାଗୁ ହେବା ଦରକାର । (748, 1900, 1123, 1928)
sudoku-solution-cell: 1 (237, 2123, 257, 2143)
sudoku-header (6, 1612, 358, 1674)
contact-email3: E-mail:miku11@yahoo.com (Use only for advertisements, commercial queries) (1190, 2290, 1442, 2316)
sudoku-solution-cell: 5 (217, 2026, 237, 2046)
sudoku-cell[interactable] (230, 1809, 262, 1841)
paper-logo-box (973, 5, 1119, 100)
sudoku-solution-cell: 5 (334, 2045, 354, 2065)
sudoku-cell[interactable] (199, 1935, 231, 1967)
sudoku-solution-cell: 6 (217, 2065, 237, 2085)
sudoku-solution-cell: 6 (256, 2104, 276, 2124)
sudoku-cell[interactable] (41, 1841, 73, 1873)
sudoku-solution-cell: 7 (198, 2104, 218, 2124)
sudoku-solution-cell: 7 (276, 2045, 296, 2065)
column-title: ଏଇ ଭାରତରେ... (25, 17, 226, 52)
right-headline: ନିରପେକ୍ଷ ତଦନ୍ତକାରୀ (1168, 196, 1461, 236)
sudoku-cell[interactable] (104, 1904, 136, 1936)
sudoku-cell[interactable] (104, 1935, 136, 1967)
sudoku-cell[interactable] (136, 1778, 168, 1810)
sudoku-cell[interactable] (136, 1683, 168, 1715)
article2-col2: ତା'ପରେ ସେ ଜେଲରେ ଥିବାବେଳେ ଜେଲରଙ୍କ ଅନ୍ଧ ଝିଅକୁ ଚିକିତ୍ସା କରି ଦୃଷ୍ଟି ଫେରାଇ ଦେଇଥିଲେ ବୋଲି କିମ୍ବଦନ୍ତୀ ରହିଛି । ମୃତ୍ୟୁ ପୂର୍ବରୁ ସେ ତାଙ୍କୁ ଏକ ଚିଠି ଲେଖିଥିଲେ, ଯେଉଁଥିରେ 'ତୁମର ଭାଲେଣ୍ଟାଇନ୍' ବୋଲି ସ୍ୱାକ୍ଷର କରିଥିଲେ । ସେହି ଦିନଠାରୁ ପ୍ରିୟଜନଙ୍କୁ ଚିଠି ଓ କାର୍ଡ ପଠାଇବାର ପରମ୍ପରା ଆରମ୍ଭ ହେଲା । ଭାରତୀୟ ସଂସ୍କୃତିରେ ପ୍ରେମକୁ ସର୍ବଦା ପବିତ୍ର ଭାବେ ଦେଖାଯାଏ । ରାଧାକୃଷ୍ଣଙ୍କ ପ୍ରେମ, ଶିବପାର୍ବତୀଙ୍କ ପ୍ରେମ ଆମ ପାଇଁ ଆଦର୍ଶ । ତେଣୁ ପାଶ୍ଚାତ୍ୟ ସଂସ୍କୃତିର ଅନ୍ଧ ଅନୁକରଣ ନକରି ପ୍ରେମର ପ୍ରକୃତ ମର୍ମ ବୁଝିବା ଦରକାର । (752, 842, 1123, 943)
sudoku-solution-cell: 7 (295, 2143, 315, 2163)
sudoku-logo: su|do|ku (16, 1618, 122, 1643)
sudoku-solution-cell: 7 (256, 2123, 276, 2143)
sudoku-solution-cell: 8 (237, 2162, 257, 2182)
sudoku-solution-cell: 9 (256, 2026, 276, 2046)
sudoku-solution-cell: 1 (178, 2084, 198, 2104)
sudoku-solution-cell: 4 (178, 2123, 198, 2143)
sudoku-cell[interactable]: 2 (293, 1935, 325, 1967)
sudoku-cell[interactable]: 4 (73, 1715, 105, 1747)
author-photo-dilip (610, 380, 676, 464)
